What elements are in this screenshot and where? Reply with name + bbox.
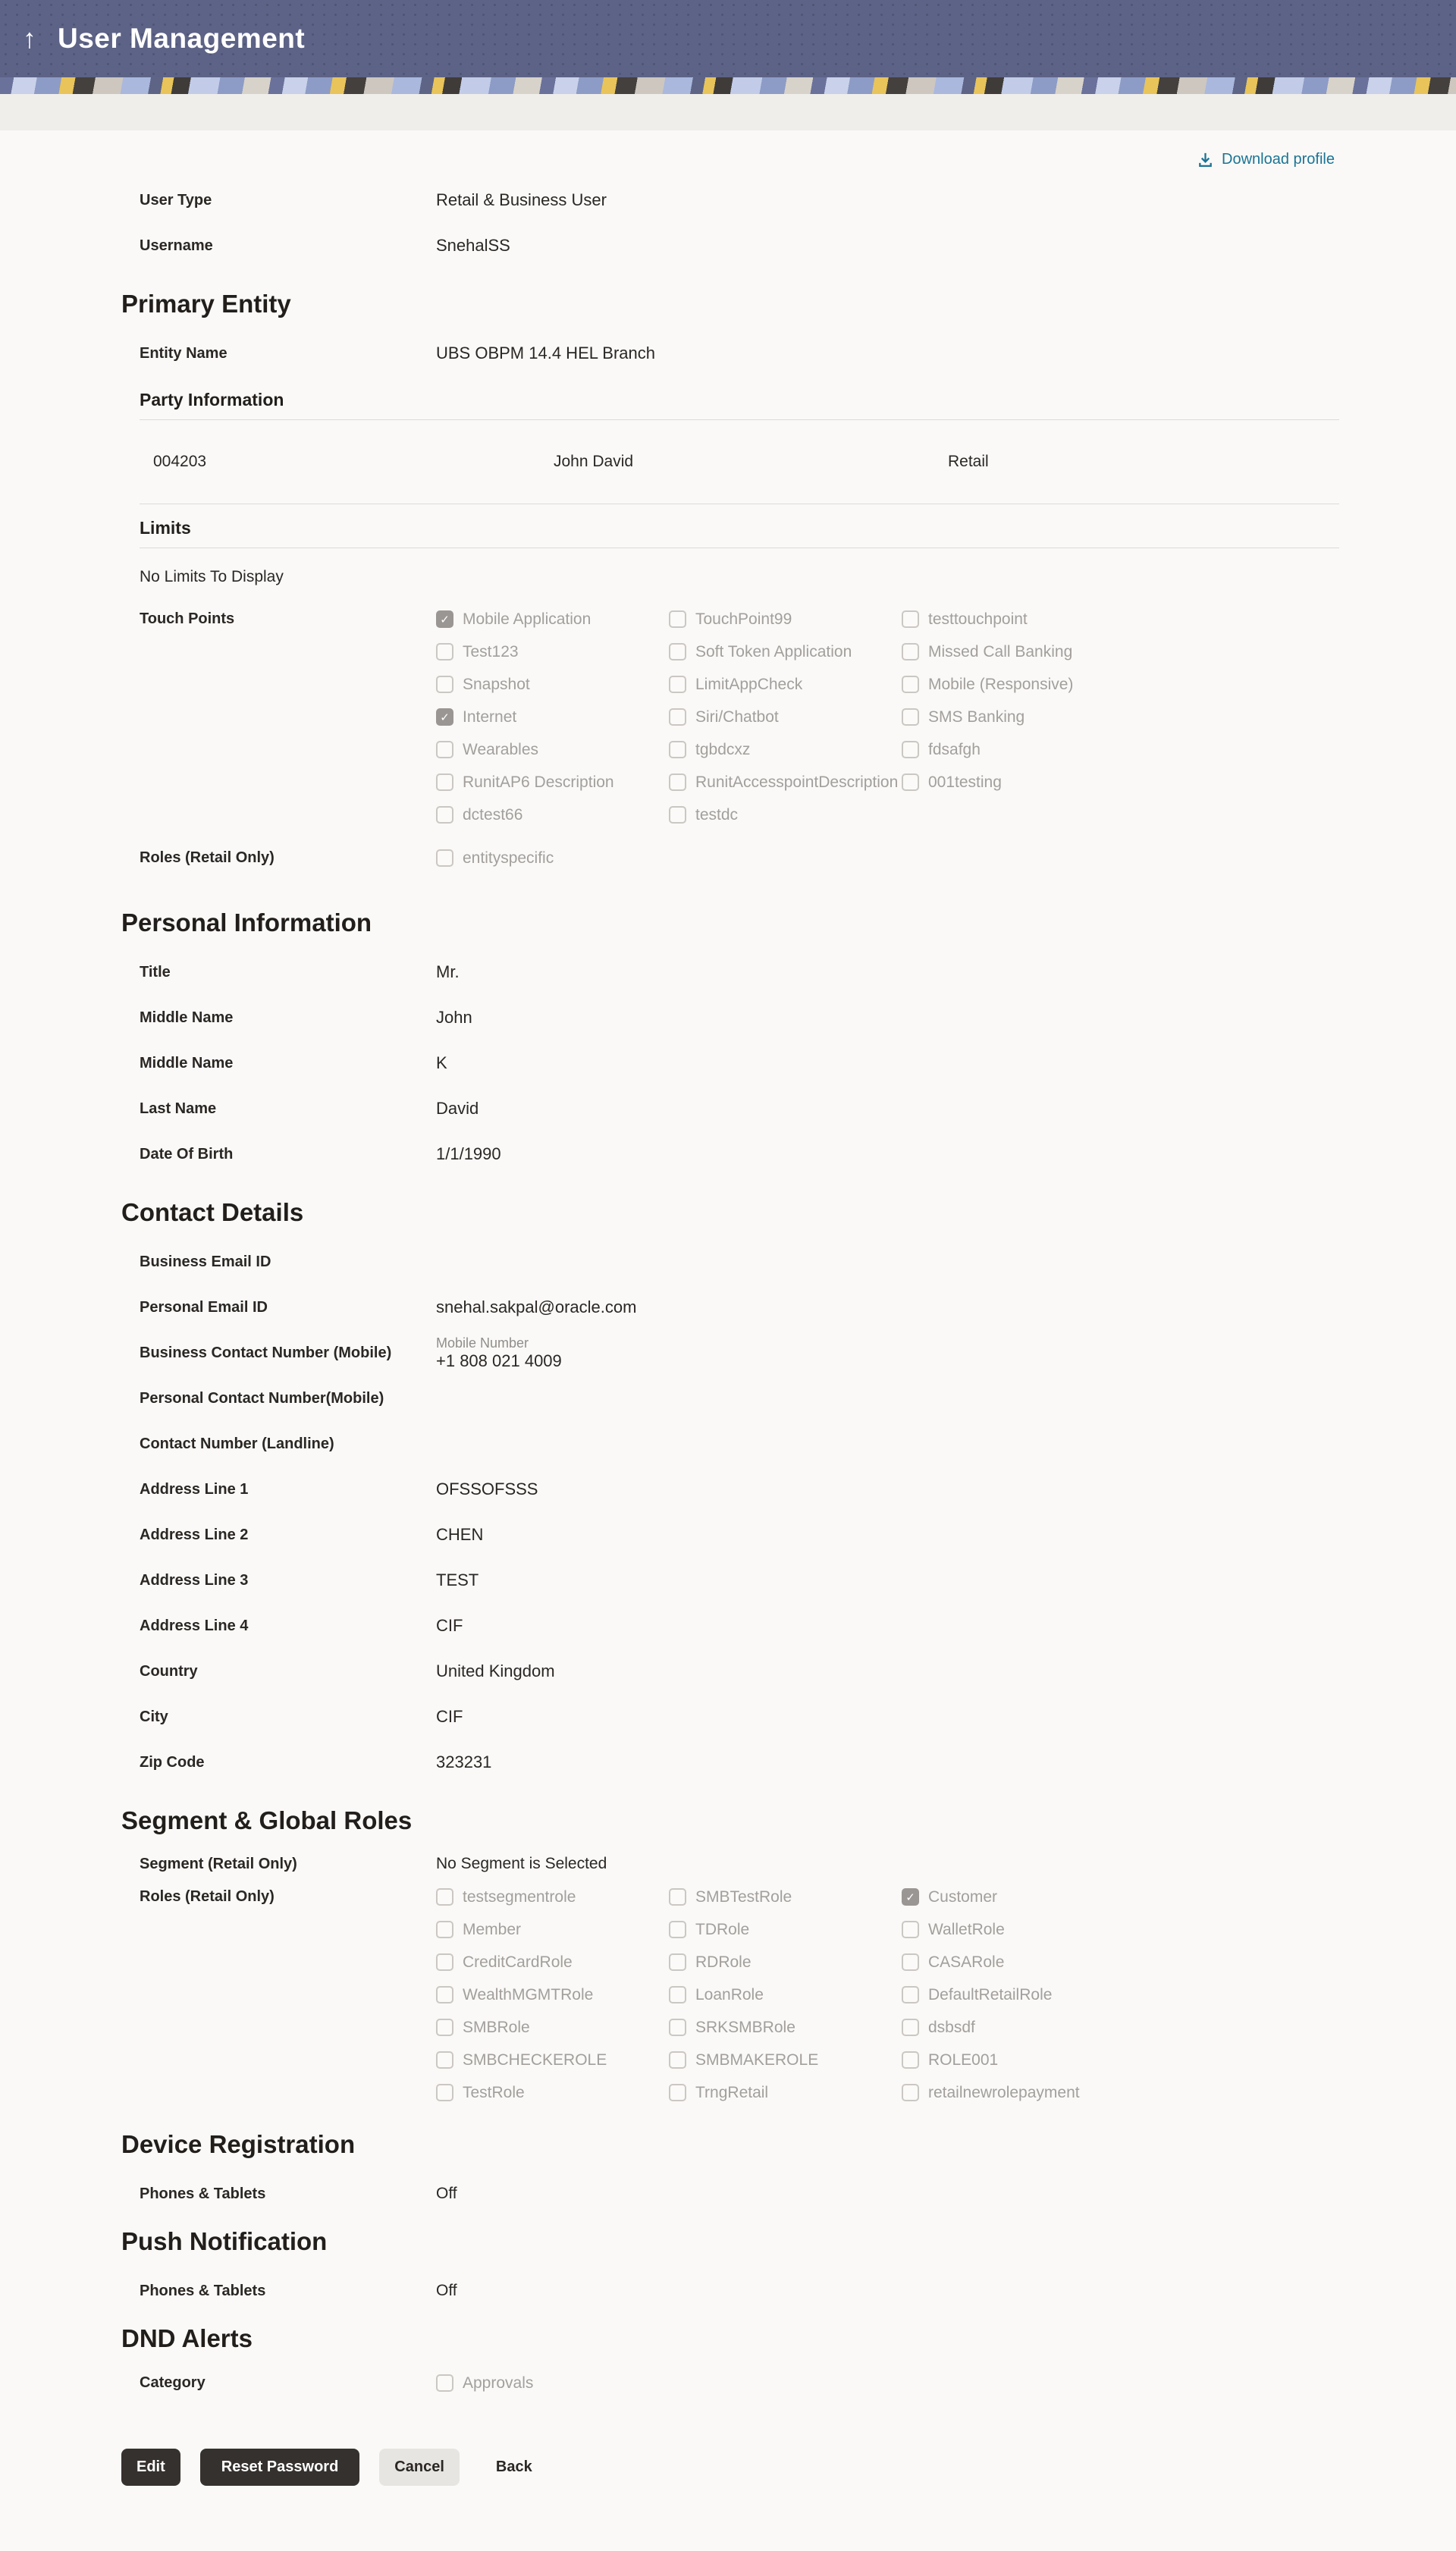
touchpoint-option[interactable]	[436, 603, 669, 635]
global-roles-block	[121, 1881, 1335, 2109]
segment-value: No Segment is Selected	[436, 1855, 607, 1872]
field-value-wrap	[436, 1661, 555, 1681]
checkbox-icon[interactable]	[902, 2019, 919, 2036]
field-row	[121, 1330, 1335, 1376]
field-row	[121, 223, 1335, 268]
role-option[interactable]	[669, 1913, 902, 1946]
field-row	[121, 1512, 1335, 1558]
role-label: SMBTestRole	[695, 1887, 792, 1906]
touchpoint-label: SMS Banking	[928, 708, 1025, 726]
role-label: CASARole	[928, 1953, 1005, 1971]
field-value: Mr.	[436, 962, 460, 981]
touchpoint-option[interactable]	[436, 733, 669, 766]
checkbox-icon[interactable]	[902, 708, 919, 726]
touchpoint-option[interactable]	[436, 635, 669, 668]
category-label: Category	[140, 2374, 206, 2391]
role-option[interactable]	[669, 2011, 902, 2044]
role-label: RDRole	[695, 1953, 752, 1971]
checkbox-icon[interactable]	[902, 1986, 919, 2003]
role-option[interactable]	[669, 1881, 902, 1913]
field-row	[121, 949, 1335, 995]
field-label: Address Line 3	[140, 1571, 249, 1589]
limits-empty-text: No Limits To Display	[140, 568, 284, 585]
checkbox-icon[interactable]	[436, 1888, 453, 1906]
field-value: SnehalSS	[436, 236, 510, 255]
touchpoint-option[interactable]	[902, 635, 1335, 668]
download-profile-link[interactable]	[1197, 151, 1335, 168]
checkbox-icon[interactable]	[436, 849, 453, 867]
touchpoint-label: tgbdcxz	[695, 740, 751, 758]
field-label: Address Line 2	[140, 1526, 249, 1543]
touchpoint-label: Snapshot	[463, 675, 530, 693]
role-label: Member	[463, 1920, 522, 1938]
field-label: Last Name	[140, 1100, 217, 1117]
header-substrip	[0, 94, 1456, 130]
checkbox-icon[interactable]	[669, 610, 686, 628]
field-value: snehal.sakpal@oracle.com	[436, 1297, 637, 1316]
touchpoint-option[interactable]	[902, 668, 1335, 701]
field-label: Title	[140, 963, 171, 981]
push-notification-row	[121, 2268, 1335, 2314]
field-value: CHEN	[436, 1525, 484, 1544]
field-label: Phones & Tablets	[140, 2185, 266, 2202]
up-arrow-icon[interactable]: ↑	[23, 23, 36, 54]
field-row	[121, 1694, 1335, 1740]
role-label: SMBRole	[463, 2018, 530, 2036]
checkbox-icon[interactable]	[669, 1986, 686, 2003]
field-label: Middle Name	[140, 1054, 234, 1072]
role-option[interactable]	[902, 1946, 1335, 1978]
role-option[interactable]	[669, 1978, 902, 2011]
field-label: Address Line 4	[140, 1617, 249, 1634]
checkbox-icon[interactable]	[902, 2084, 919, 2101]
download-icon	[1197, 151, 1214, 168]
field-value: K	[436, 1053, 447, 1072]
entity-name-row	[121, 331, 1335, 376]
field-value: Retail & Business User	[436, 190, 607, 209]
role-option[interactable]	[902, 1881, 1335, 1913]
field-row	[121, 1086, 1335, 1131]
touchpoint-option[interactable]	[436, 799, 669, 831]
field-label: Middle Name	[140, 1009, 234, 1026]
field-label: City	[140, 1708, 168, 1725]
touchpoint-option[interactable]	[436, 668, 669, 701]
dnd-category-grid	[436, 2367, 1335, 2399]
field-value: David	[436, 1099, 479, 1118]
decorative-pattern-band	[0, 77, 1456, 94]
checkbox-icon[interactable]	[669, 2019, 686, 2036]
touchpoint-label: 001testing	[928, 773, 1002, 791]
touch-points-block	[121, 603, 1335, 831]
field-value: UBS OBPM 14.4 HEL Branch	[436, 344, 655, 362]
back-button[interactable]: Back	[491, 2458, 537, 2477]
role-label: SRKSMBRole	[695, 2018, 795, 2036]
checkbox-icon[interactable]	[669, 773, 686, 791]
role-label: ROLE001	[928, 2051, 999, 2069]
touchpoint-option[interactable]	[669, 733, 902, 766]
checkbox-icon[interactable]	[436, 2084, 453, 2101]
role-label: TrngRetail	[695, 2083, 769, 2101]
role-label: DefaultRetailRole	[928, 1985, 1053, 2003]
party-number: 004203	[153, 453, 207, 470]
app-header	[0, 0, 1456, 77]
role-option[interactable]	[436, 1978, 669, 2011]
field-value: OFSSOFSSS	[436, 1479, 538, 1498]
checkbox-icon[interactable]	[902, 1888, 919, 1906]
role-label: LoanRole	[695, 1985, 764, 2003]
download-row	[121, 141, 1335, 177]
checkbox-icon[interactable]	[436, 1953, 453, 1971]
field-row	[121, 1649, 1335, 1694]
push-notification-heading: Push Notification	[121, 2227, 328, 2255]
role-option[interactable]	[902, 2076, 1335, 2109]
field-label: User Type	[140, 191, 212, 209]
personal-information-heading: Personal Information	[121, 908, 372, 937]
field-value: +1 808 021 4009	[436, 1351, 562, 1370]
field-label: Date Of Birth	[140, 1145, 234, 1163]
field-value-wrap	[436, 1297, 636, 1317]
checkbox-icon[interactable]	[669, 643, 686, 660]
field-label: Contact Number (Landline)	[140, 1435, 334, 1452]
segment-label: Segment (Retail Only)	[140, 1855, 297, 1872]
page-title: User Management	[58, 23, 306, 54]
device-registration-heading: Device Registration	[121, 2130, 356, 2158]
checkbox-icon[interactable]	[436, 806, 453, 824]
touch-points-grid	[436, 603, 1335, 831]
checkbox-icon[interactable]	[436, 610, 453, 628]
touchpoint-label: RunitAccesspointDescription	[695, 773, 899, 791]
field-row	[121, 1239, 1335, 1285]
field-value-wrap	[436, 1570, 479, 1590]
checkbox-icon[interactable]	[902, 741, 919, 758]
checkbox-icon[interactable]	[902, 1953, 919, 1971]
segment-global-roles-heading: Segment & Global Roles	[121, 1806, 413, 1834]
device-registration-row	[121, 2171, 1335, 2217]
checkbox-icon[interactable]	[669, 2084, 686, 2101]
role-option[interactable]	[669, 1946, 902, 1978]
field-row	[121, 1376, 1335, 1421]
field-row	[121, 1603, 1335, 1649]
checkbox-icon[interactable]	[669, 2051, 686, 2069]
role-option[interactable]	[436, 1913, 669, 1946]
touchpoint-option[interactable]	[902, 603, 1335, 635]
checkbox-icon[interactable]	[436, 741, 453, 758]
field-label: Business Email ID	[140, 1253, 271, 1270]
touchpoint-label: LimitAppCheck	[695, 675, 803, 693]
touchpoint-label: testtouchpoint	[928, 610, 1028, 628]
field-value-wrap	[436, 1752, 491, 1772]
role-option[interactable]	[436, 2076, 669, 2109]
edit-button[interactable]: Edit	[121, 2449, 180, 2486]
field-row	[121, 1740, 1335, 1785]
field-row	[121, 1131, 1335, 1177]
field-row	[121, 1421, 1335, 1467]
role-option[interactable]	[436, 2011, 669, 2044]
checkbox-icon[interactable]	[669, 708, 686, 726]
touchpoint-label: Internet	[463, 708, 517, 726]
checkbox-icon[interactable]	[436, 2051, 453, 2069]
checkbox-icon[interactable]	[669, 806, 686, 824]
field-value-wrap	[436, 1335, 562, 1371]
role-label: WalletRole	[928, 1920, 1005, 1938]
role-label: retailnewrolepayment	[928, 2083, 1080, 2101]
touchpoint-label: fdsafgh	[928, 740, 981, 758]
role-label: entityspecific	[463, 849, 554, 867]
touchpoint-option[interactable]	[669, 668, 902, 701]
checkbox-icon[interactable]	[669, 676, 686, 693]
touchpoint-label: Soft Token Application	[695, 642, 852, 660]
action-bar	[121, 2449, 1335, 2486]
role-option[interactable]	[436, 842, 669, 874]
reset-password-button[interactable]: Reset Password	[200, 2449, 360, 2486]
role-option[interactable]	[902, 2011, 1335, 2044]
field-value: 323231	[436, 1752, 492, 1771]
limits-heading: Limits	[140, 518, 191, 538]
checkbox-icon[interactable]	[436, 1921, 453, 1938]
checkbox-icon[interactable]	[902, 643, 919, 660]
field-value: United Kingdom	[436, 1661, 555, 1680]
field-row	[121, 177, 1335, 223]
touchpoint-option[interactable]	[669, 799, 902, 831]
touchpoint-label: Wearables	[463, 740, 538, 758]
field-label: Username	[140, 237, 213, 254]
field-label: Personal Contact Number(Mobile)	[140, 1389, 384, 1407]
touchpoint-label: testdc	[695, 805, 739, 824]
touchpoint-option[interactable]	[902, 701, 1335, 733]
checkbox-icon[interactable]	[902, 610, 919, 628]
category-option-label: Approvals	[463, 2374, 534, 2392]
field-row	[121, 1558, 1335, 1603]
touchpoint-option[interactable]	[902, 733, 1335, 766]
role-option[interactable]	[436, 1946, 669, 1978]
personal-information-rows	[121, 949, 1335, 1177]
dnd-category-block	[121, 2367, 1335, 2412]
role-label: CreditCardRole	[463, 1953, 573, 1971]
field-label: Personal Email ID	[140, 1298, 268, 1316]
role-option[interactable]	[902, 1978, 1335, 2011]
party-information-heading: Party Information	[140, 390, 284, 409]
field-value-wrap	[436, 1525, 483, 1545]
touchpoint-label: TouchPoint99	[695, 610, 792, 628]
entity-roles-label: Roles (Retail Only)	[140, 849, 275, 866]
field-label: Country	[140, 1662, 198, 1680]
checkbox-icon[interactable]	[436, 1986, 453, 2003]
checkbox-icon[interactable]	[902, 1921, 919, 1938]
touchpoint-option[interactable]	[669, 701, 902, 733]
role-option[interactable]	[669, 2044, 902, 2076]
global-roles-grid	[436, 1881, 1335, 2109]
field-row	[121, 1040, 1335, 1086]
checkbox-icon[interactable]	[669, 1921, 686, 1938]
field-value: 1/1/1990	[436, 1144, 501, 1163]
global-roles-label: Roles (Retail Only)	[140, 1888, 275, 1905]
party-type: Retail	[948, 453, 989, 470]
field-value: TEST	[436, 1570, 479, 1589]
contact-details-rows	[121, 1239, 1335, 1785]
field-value: CIF	[436, 1616, 463, 1635]
field-row	[121, 1467, 1335, 1512]
primary-entity-heading: Primary Entity	[121, 290, 291, 318]
checkbox-icon[interactable]	[436, 676, 453, 693]
category-option[interactable]	[436, 2367, 669, 2399]
segment-row	[121, 1847, 1335, 1881]
main-content	[0, 141, 1456, 2509]
touch-points-label: Touch Points	[140, 610, 235, 627]
touchpoint-label: Missed Call Banking	[928, 642, 1073, 660]
field-value-wrap	[436, 1479, 538, 1499]
field-sub-label: Mobile Number	[436, 1335, 529, 1351]
entity-roles-grid	[436, 842, 1335, 874]
summary-rows	[121, 177, 1335, 268]
party-row	[121, 420, 1335, 504]
field-value: Off	[436, 2185, 457, 2202]
touchpoint-label: dctest66	[463, 805, 523, 824]
checkbox-icon[interactable]	[436, 2019, 453, 2036]
role-label: TDRole	[695, 1920, 750, 1938]
role-option[interactable]	[669, 2076, 902, 2109]
role-label: TestRole	[463, 2083, 525, 2101]
entity-roles-block	[121, 842, 1335, 887]
field-value: CIF	[436, 1707, 463, 1726]
role-label: Customer	[928, 1887, 998, 1906]
field-value: John	[436, 1008, 472, 1027]
touchpoint-option[interactable]	[669, 635, 902, 668]
field-value-wrap	[436, 1616, 463, 1636]
checkbox-icon[interactable]	[669, 1953, 686, 1971]
contact-details-heading: Contact Details	[121, 1198, 304, 1226]
checkbox-icon[interactable]	[669, 741, 686, 758]
field-label: Zip Code	[140, 1753, 205, 1771]
field-value: Off	[436, 2282, 457, 2299]
download-profile-label: Download profile	[1222, 150, 1335, 168]
role-option[interactable]	[902, 2044, 1335, 2076]
touchpoint-option[interactable]	[902, 766, 1335, 799]
touchpoint-label: RunitAP6 Description	[463, 773, 614, 791]
field-row	[121, 1285, 1335, 1330]
touchpoint-option[interactable]	[669, 603, 902, 635]
touchpoint-option[interactable]	[669, 766, 902, 799]
checkbox-icon[interactable]	[436, 2374, 453, 2392]
touchpoint-label: Test123	[463, 642, 519, 660]
role-label: dsbsdf	[928, 2018, 975, 2036]
checkbox-icon[interactable]	[436, 773, 453, 791]
role-label: testsegmentrole	[463, 1887, 576, 1906]
field-label: Entity Name	[140, 344, 228, 362]
role-label: WealthMGMTRole	[463, 1985, 594, 2003]
touchpoint-label: Siri/Chatbot	[695, 708, 779, 726]
touchpoint-option[interactable]	[436, 701, 669, 733]
checkbox-icon[interactable]	[436, 708, 453, 726]
touchpoint-label: Mobile (Responsive)	[928, 675, 1074, 693]
checkbox-icon[interactable]	[436, 643, 453, 660]
checkbox-icon[interactable]	[902, 773, 919, 791]
field-label: Business Contact Number (Mobile)	[140, 1344, 392, 1361]
field-label: Address Line 1	[140, 1480, 249, 1498]
field-row	[121, 995, 1335, 1040]
role-label: SMBCHECKEROLE	[463, 2051, 607, 2069]
role-option[interactable]	[436, 1881, 669, 1913]
checkbox-icon[interactable]	[902, 2051, 919, 2069]
field-label: Phones & Tablets	[140, 2282, 266, 2299]
role-option[interactable]	[902, 1913, 1335, 1946]
party-name: John David	[554, 453, 634, 470]
checkbox-icon[interactable]	[902, 676, 919, 693]
touchpoint-option[interactable]	[436, 766, 669, 799]
checkbox-icon[interactable]	[669, 1888, 686, 1906]
touchpoint-label: Mobile Application	[463, 610, 592, 628]
field-value-wrap	[436, 1707, 463, 1727]
role-label: SMBMAKEROLE	[695, 2051, 819, 2069]
role-option[interactable]	[436, 2044, 669, 2076]
dnd-alerts-heading: DND Alerts	[121, 2324, 253, 2352]
cancel-button[interactable]: Cancel	[379, 2449, 460, 2486]
